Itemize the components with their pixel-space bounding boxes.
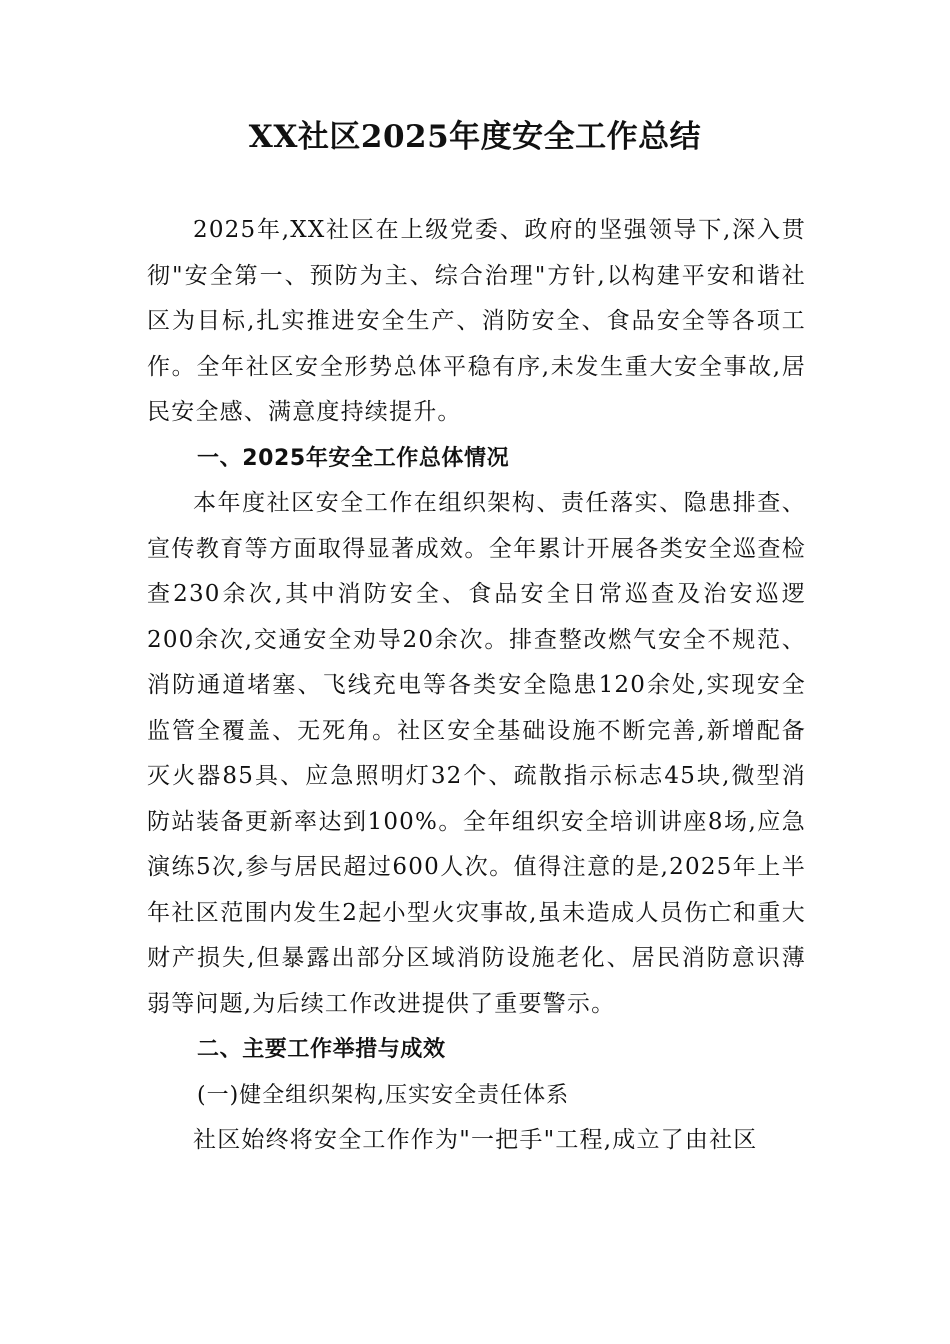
section-heading-2: 二、主要工作举措与成效 — [197, 1037, 446, 1062]
document-title: XX社区2025年度安全工作总结 — [248, 119, 702, 155]
subsection-1-paragraph: 社区始终将安全工作作为"一把手"工程,成立了由社区 — [193, 1127, 758, 1153]
intro-paragraph: 2025年,XX社区在上级党委、政府的坚强领导下,深入贯彻"安全第一、预防为主、综合治理"方针,以构建平安和谐社区为目标,扎实推进安全生产、消防安全、食品安全等各项工作。全年社区安全形势总体平稳有序,未发生重大安全事故,居民安全感、满意度持续提升。 — [147, 217, 806, 425]
section-1-paragraph: 本年度社区安全工作在组织架构、责任落实、隐患排查、宣传教育等方面取得显著成效。全年累计开展各类安全巡查检查230余次,其中消防安全、食品安全日常巡查及治安巡逻200余次,交通安全劝导20余次。排查整改燃气安全不规范、消防通道堵塞、飞线充电等各类安全隐患120余处,实现安全监管全覆盖、无死角。社区安全基础设施不断完善,新增配备灭火器85具、应急照明灯32个、疏散指示标志45块,微型消防站装备更新率达到100%。全年组织安全培训讲座8场,应急演练5次,参与居民超过600人次。值得注意的是,2025年上半年社区范围内发生2起小型火灾事故,虽未造成人员伤亡和重大财产损失,但暴露出部分区域消防设施老化、居民消防意识薄弱等问题,为后续工作改进提供了重要警示。 — [147, 490, 806, 1017]
document-body — [147, 208, 806, 1164]
subsection-heading-1: (一)健全组织架构,压实安全责任体系 — [197, 1082, 570, 1108]
section-heading-1: 一、2025年安全工作总体情况 — [197, 445, 510, 471]
